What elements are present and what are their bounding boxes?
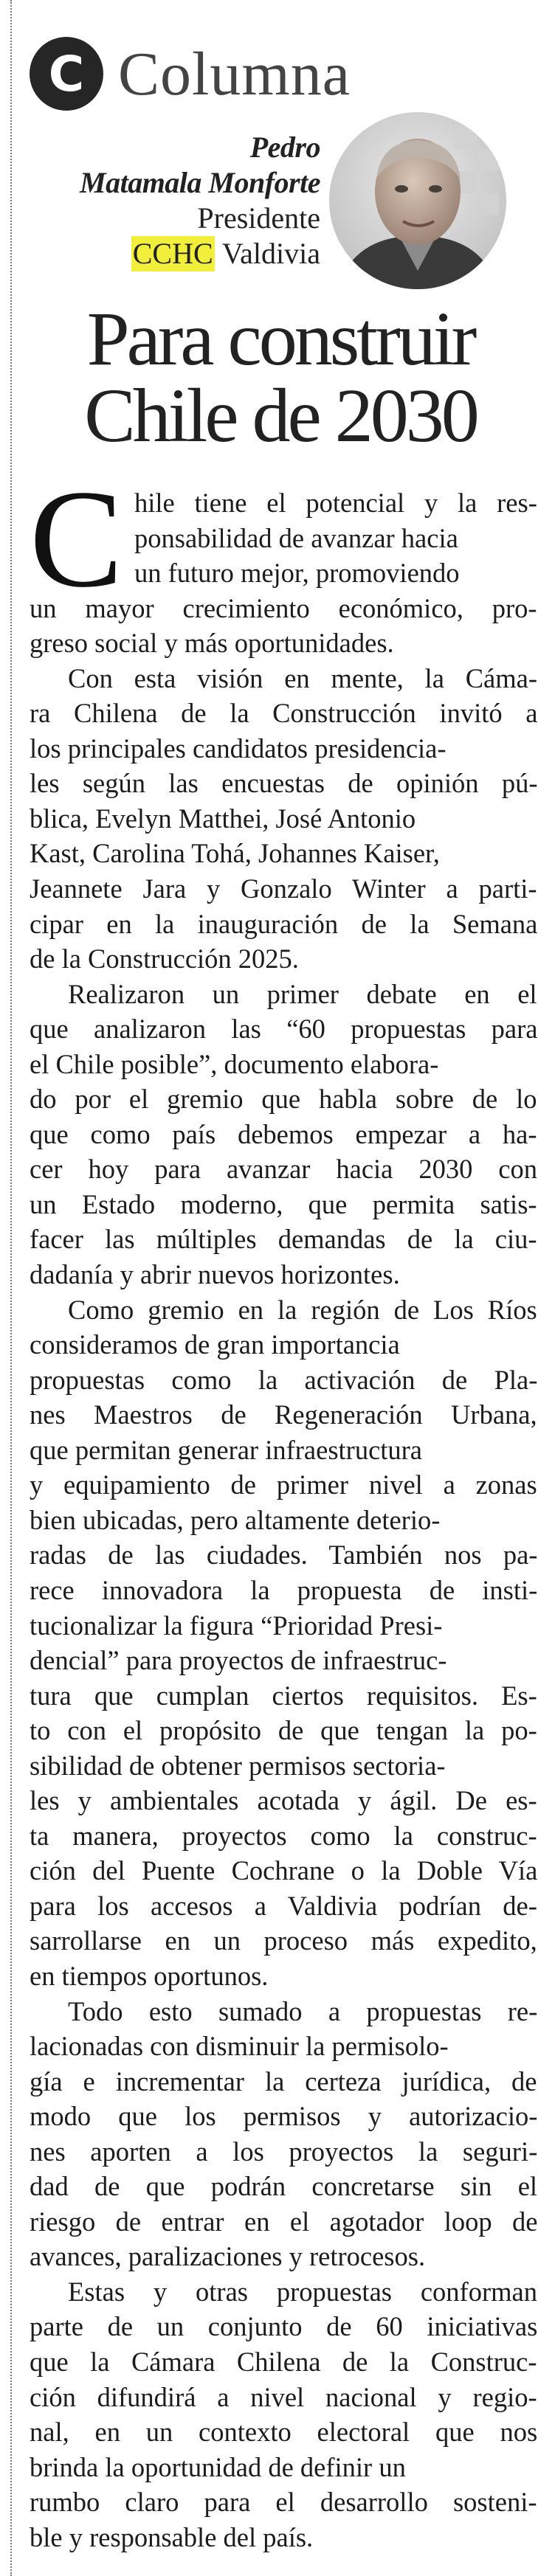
article-line: parte de un conjunto de 60 iniciativas [30, 2311, 538, 2342]
article-line: rece innovadora la propuesta de insti- [30, 1574, 538, 1605]
article-line: ra Chilena de la Construcción invitó a [30, 698, 538, 729]
article-line: Realizaron un primer debate en el [68, 978, 537, 1009]
article-line: ble y responsable del país. [30, 2521, 314, 2552]
article-line: cipar en la inauguración de la Semana [30, 908, 538, 939]
article-line: avances, paralizaciones y retrocesos. [30, 2241, 426, 2272]
article-line: que como país debemos empezar a ha- [30, 1118, 537, 1149]
article-line: un Estado moderno, que permita satis- [30, 1188, 537, 1219]
article-line: un mayor crecimiento económico, pro- [30, 592, 537, 623]
author-name-last: Matamala Monforte [80, 166, 320, 199]
article-line: tura que cumplan ciertos requisitos. Es- [30, 1680, 537, 1711]
article-line: blica, Evelyn Matthei, José Antonio [30, 803, 416, 834]
article-line: gía e incrementar la certeza jurídica, de [30, 2066, 537, 2097]
byline [80, 130, 320, 271]
article-line: greso social y más oportunidades. [30, 628, 394, 659]
article-line: riesgo de entrar en el agotador loop de [30, 2206, 538, 2237]
article-paragraph [30, 1994, 537, 2274]
article-line: modo que los permisos y autorizacio- [30, 2101, 538, 2132]
section-header [30, 30, 351, 118]
headline-line-2: Chile de 2030 [84, 373, 477, 458]
article-line: les según las encuestas de opinión pú- [30, 768, 538, 799]
article-line: ción difundirá a nivel nacional y regio- [30, 2381, 537, 2412]
article-line: rumbo claro para el desarrollo sosteni- [30, 2487, 537, 2518]
article-paragraph [30, 2274, 537, 2555]
article-line: dencial” para proyectos de infraestruc- [30, 1645, 447, 1676]
article-line: cer hoy para avanzar hacia 2030 con [30, 1154, 537, 1185]
article-line: que permitan generar infraestructura [30, 1434, 423, 1465]
article-line: facer las múltiples demandas de la ciu- [30, 1224, 537, 1255]
article-line: hile tiene el potencial y la res- [134, 488, 537, 518]
author-role: Presidente [197, 201, 320, 235]
article-line: sarrollarse en un proceso más expedito, [30, 1925, 537, 1956]
article-line: tucionalizar la figura “Prioridad Presi- [30, 1610, 443, 1641]
drop-cap: C [30, 462, 123, 617]
article-line: para los accesos a Valdivia podrían de- [30, 1890, 537, 1921]
article-line: y equipamiento de primer nivel a zonas [30, 1469, 537, 1500]
article-line: Como gremio en la región de Los Ríos [68, 1294, 537, 1325]
article-headline [30, 297, 531, 458]
article-line: un futuro mejor, promoviendo [134, 558, 460, 589]
section-badge: C [30, 37, 103, 111]
article-line: propuestas como la activación de Pla- [30, 1364, 538, 1395]
article-paragraph [30, 661, 537, 977]
article-line: sibilidad de obtener permisos sectoria- [30, 1750, 446, 1781]
author-city: Valdivia [221, 237, 320, 270]
article-line: los principales candidatos presidencia- [30, 733, 447, 764]
column-rule [10, 0, 12, 2576]
article-body [30, 462, 538, 2555]
article-line: Kast, Carolina Tohá, Johannes Kaiser, [30, 838, 440, 869]
article-line: de la Construcción 2025. [30, 944, 299, 974]
article-line: Estas y otras propuestas conforman [68, 2276, 537, 2307]
article-line: ponsabilidad de avanzar hacia [134, 522, 458, 553]
organization-highlight: CCHC [132, 237, 213, 270]
article-line: brinda la oportunidad de definir un [30, 2451, 406, 2482]
author-portrait [329, 112, 506, 289]
article-line: les y ambientales acotada y ágil. De es- [30, 1785, 537, 1816]
article-line: nal, en un contexto electoral que nos [30, 2417, 538, 2448]
article-line: bien ubicadas, pero altamente deterio- [30, 1504, 441, 1535]
article-line: nes aporten a los proyectos la seguri- [30, 2136, 538, 2167]
article-line: dadanía y abrir nuevos horizontes. [30, 1259, 400, 1290]
article-line: Jeannete Jara y Gonzalo Winter a parti- [30, 873, 537, 904]
article-line: consideramos de gran importancia [30, 1329, 400, 1360]
article-line: Todo esto sumado a propuestas re- [68, 1995, 538, 2026]
article-line: Con esta visión en mente, la Cáma- [68, 662, 537, 693]
author-name-first: Pedro [249, 131, 320, 164]
article-paragraph [30, 462, 537, 661]
article-line: dad de que podrán concretarse sin el [30, 2171, 538, 2202]
article-line: ción del Puente Cochrane o la Doble Vía [30, 1855, 538, 1886]
article-line: to con el propósito de que tengan la po- [30, 1715, 537, 1746]
article-line: ta manera, proyectos como la construc- [30, 1820, 537, 1851]
article-line: que la Cámara Chilena de la Construc- [30, 2346, 537, 2377]
article-line: que analizaron las “60 propuestas para [30, 1014, 538, 1045]
article-paragraph [30, 977, 537, 1292]
article-line: nes Maestros de Regeneración Urbana, [30, 1399, 537, 1430]
author-photo-image [329, 112, 506, 289]
article-line: el Chile posible”, documento elabora- [30, 1048, 439, 1079]
author-affiliation [80, 236, 320, 271]
article-line: lacionadas con disminuir la permisolo- [30, 2031, 449, 2062]
article-line: radas de las ciudades. También nos pa- [30, 1540, 538, 1571]
article-line: en tiempos oportunos. [30, 1960, 269, 1991]
section-label: Columna [118, 39, 351, 108]
article-line: do por el gremio que habla sobre de lo [30, 1084, 537, 1115]
headline-line-1: Para construir [86, 297, 475, 381]
article-paragraph [30, 1292, 537, 1994]
